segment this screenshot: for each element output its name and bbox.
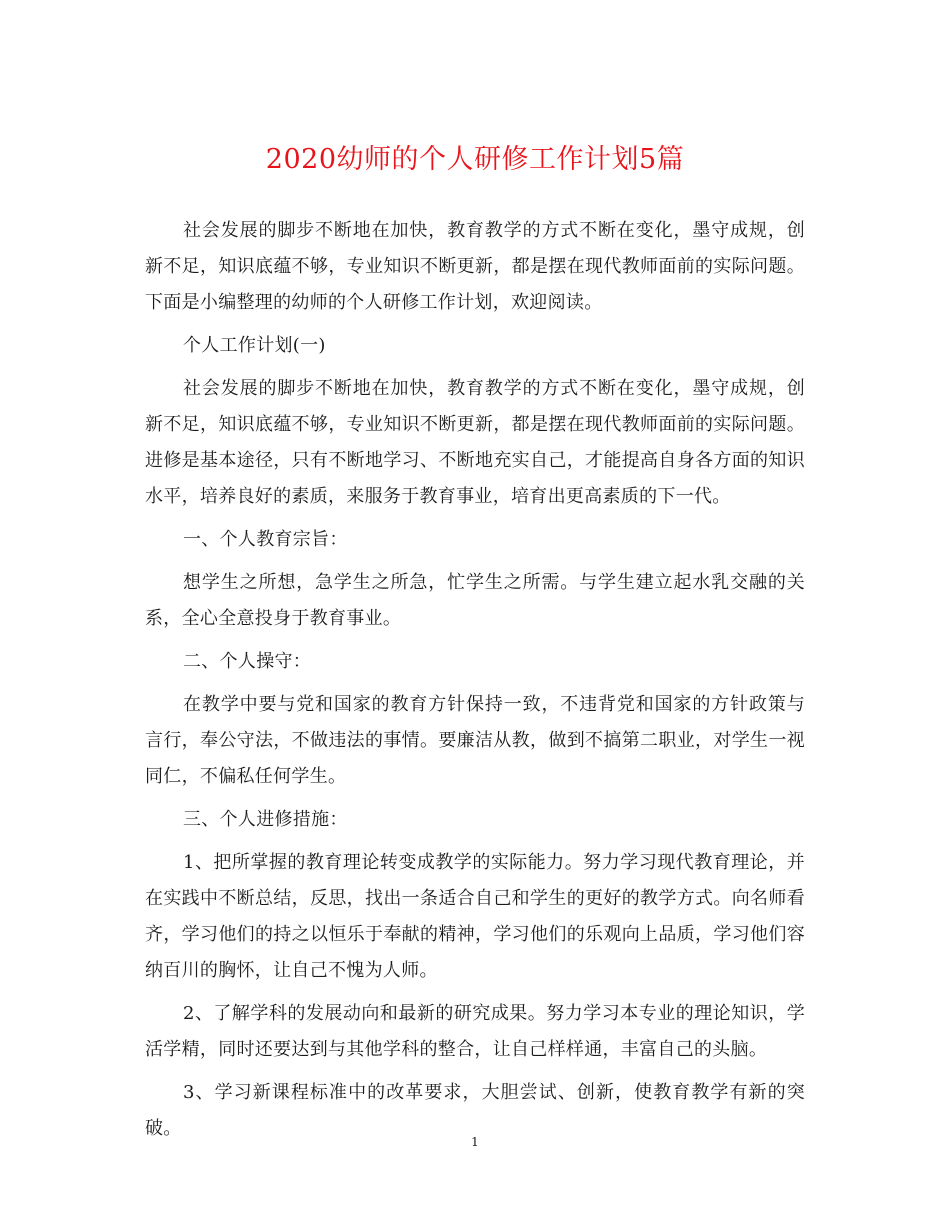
section-heading-plan-1: 个人工作计划(一) xyxy=(183,335,326,356)
paragraph-intro: 社会发展的脚步不断地在加快，教育教学的方式不断在变化，墨守成规，创新不足，知识底蕴不够，专业知识不断更新，都是摆在现代教师面前的实际问题。下面是小编整理的幼师的个人研修工作计划，欢迎阅读。 xyxy=(145,220,805,313)
page-number: 1 xyxy=(471,1135,479,1149)
paragraph-purpose: 想学生之所想，急学生之所急，忙学生之所需。与学生建立起水乳交融的关系，全心全意投身于教育事业。 xyxy=(145,572,805,629)
paragraph-measure-1: 1、把所掌握的教育理论转变成教学的实际能力。努力学习现代教育理论，并在实践中不断总结，反思，找出一条适合自己和学生的更好的教学方式。向名师看齐，学习他们的持之以恒乐于奉献的精神，学习他们的乐观向上品质，学习他们容纳百川的胸怀，让自己不愧为人师。 xyxy=(145,852,805,981)
section-heading-conduct: 二、个人操守： xyxy=(183,651,312,672)
paragraph-measure-2: 2、了解学科的发展动向和最新的研究成果。努力学习本专业的理论知识，学活学精，同时还要达到与其他学科的整合，让自己样样通，丰富自己的头脑。 xyxy=(145,1003,805,1060)
paragraph-measure-3: 3、学习新课程标准中的改革要求，大胆尝试、创新，使教育教学有新的突破。 xyxy=(145,1082,805,1139)
paragraph-plan-1-intro: 社会发展的脚步不断地在加快，教育教学的方式不断在变化，墨守成规，创新不足，知识底蕴不够，专业知识不断更新，都是摆在现代教师面前的实际问题。进修是基本途径，只有不断地学习、不断地充实自己，才能提高自身各方面的知识水平，培养良好的素质，来服务于教育事业，培育出更高素质的下一代。 xyxy=(145,378,805,507)
document-title: 2020幼师的个人研修工作计划5篇 xyxy=(265,144,685,175)
paragraph-conduct: 在教学中要与党和国家的教育方针保持一致，不违背党和国家的方针政策与言行，奉公守法，不做违法的事情。要廉洁从教，做到不搞第二职业，对学生一视同仁，不偏私任何学生。 xyxy=(145,694,805,787)
document-body xyxy=(145,213,805,1154)
section-heading-measures: 三、个人进修措施： xyxy=(183,809,348,830)
section-heading-purpose: 一、个人教育宗旨： xyxy=(183,529,348,550)
